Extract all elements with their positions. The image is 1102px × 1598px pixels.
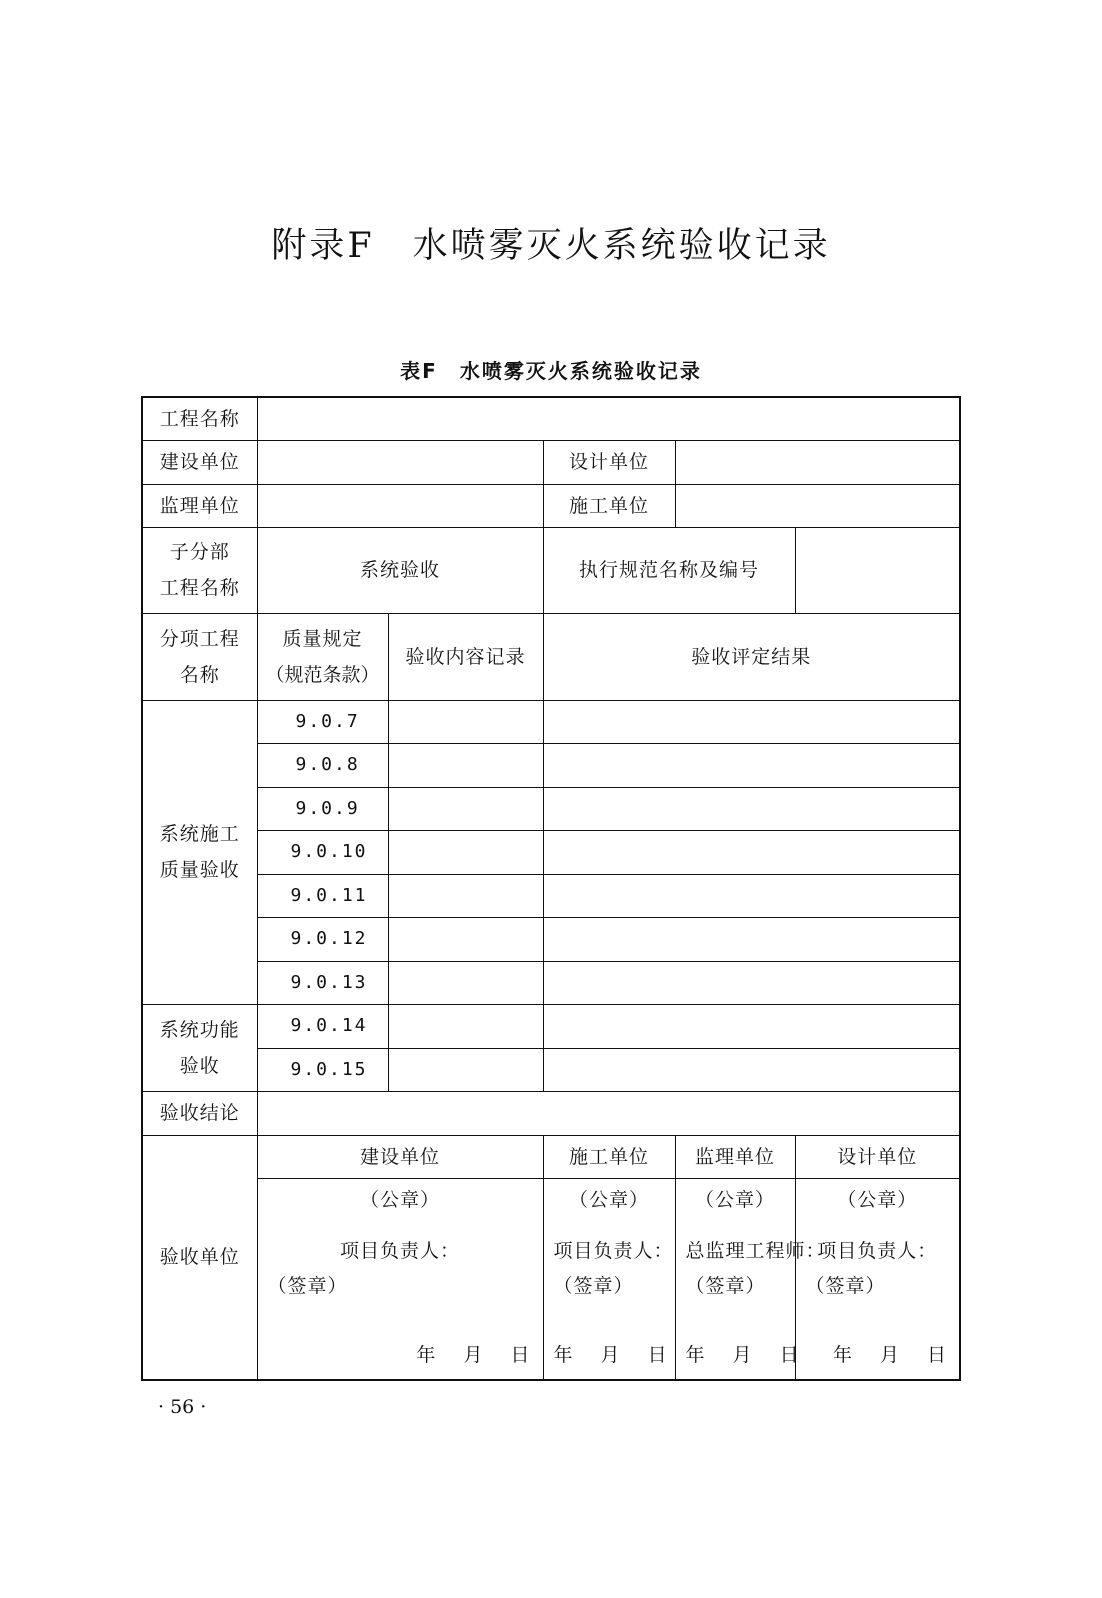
supervision-unit-label: 监理单位: [142, 484, 257, 527]
sub-project-label: [142, 527, 257, 613]
clause-cell: 9.0.13: [257, 961, 388, 1004]
result-cell[interactable]: [543, 787, 960, 830]
acceptance-units-header-row: [142, 1135, 960, 1178]
content-cell[interactable]: [388, 874, 543, 917]
item-name-header-line2: 名称: [179, 663, 220, 686]
signer-unit-builder: 施工单位: [543, 1135, 675, 1178]
signature-label: （签章）: [805, 1274, 886, 1297]
date-label: 年 月 日: [832, 1343, 948, 1366]
conclusion-label: 验收结论: [142, 1091, 257, 1135]
table-row: [142, 917, 960, 961]
supervision-unit-row: [142, 484, 960, 527]
result-cell[interactable]: [543, 743, 960, 787]
clause-cell: 9.0.12: [257, 917, 388, 961]
signer-unit-design: 设计单位: [795, 1135, 960, 1178]
content-cell[interactable]: [388, 917, 543, 961]
signature-label: （签章）: [267, 1274, 348, 1297]
result-cell[interactable]: [543, 961, 960, 1004]
table-row: [142, 1004, 960, 1048]
content-cell[interactable]: [388, 700, 543, 743]
responsible-label: 项目负责人：: [553, 1239, 674, 1262]
group-construction-quality: [142, 700, 257, 1004]
signature-block-design[interactable]: [795, 1178, 960, 1380]
signature-row: [142, 1178, 960, 1380]
content-cell[interactable]: [388, 1004, 543, 1048]
item-name-header-line1: 分项工程: [159, 627, 240, 650]
responsible-label: 项目负责人：: [339, 1239, 460, 1262]
content-cell[interactable]: [388, 787, 543, 830]
acceptance-record-table: [141, 396, 961, 1381]
signer-unit-supervision: 监理单位: [675, 1135, 795, 1178]
result-cell[interactable]: [543, 874, 960, 917]
table-row: [142, 961, 960, 1004]
group-name-line1: 系统施工: [159, 823, 240, 845]
result-header: 验收评定结果: [543, 613, 960, 700]
table-row: [142, 1048, 960, 1091]
clause-cell: 9.0.9: [257, 787, 388, 830]
page-title: 附录F 水喷雾灭火系统验收记录: [271, 226, 831, 266]
construction-unit-label: 建设单位: [142, 440, 257, 484]
date-label: 年 月 日: [553, 1343, 668, 1366]
responsible-label: 总监理工程师：: [685, 1239, 826, 1262]
seal-label: （公章）: [837, 1188, 918, 1211]
supervision-unit-field[interactable]: [257, 484, 543, 527]
construction-unit-row: [142, 440, 960, 484]
result-cell[interactable]: [543, 1004, 960, 1048]
signature-block-construction[interactable]: [257, 1178, 543, 1380]
column-header-row: [142, 613, 960, 700]
table-row: [142, 874, 960, 917]
project-name-label: 工程名称: [142, 397, 257, 440]
conclusion-row: [142, 1091, 960, 1135]
clause-cell: 9.0.7: [257, 700, 388, 743]
construction-unit-field[interactable]: [257, 440, 543, 484]
clause-cell: 9.0.8: [257, 743, 388, 787]
builder-unit-label: 施工单位: [543, 484, 675, 527]
page-number: · 56 ·: [158, 1396, 207, 1418]
standard-label: 执行规范名称及编号: [543, 527, 795, 613]
date-label: 年 月 日: [416, 1343, 531, 1366]
seal-label: （公章）: [694, 1188, 775, 1211]
seal-label: （公章）: [568, 1188, 649, 1211]
sub-project-row: [142, 527, 960, 613]
content-header: 验收内容记录: [388, 613, 543, 700]
group-name-line1: 系统功能: [159, 1018, 240, 1041]
quality-header-line1: 质量规定: [282, 627, 363, 650]
signature-label: （签章）: [553, 1274, 634, 1297]
project-name-row: [142, 397, 960, 440]
responsible-label: 项目负责人：: [817, 1239, 938, 1262]
conclusion-field[interactable]: [257, 1091, 960, 1135]
result-cell[interactable]: [543, 917, 960, 961]
table-row: [142, 743, 960, 787]
quality-header-line2: （规范条款）: [265, 663, 380, 686]
acceptance-units-label: 验收单位: [142, 1135, 257, 1380]
design-unit-label: 设计单位: [543, 440, 675, 484]
table-row: [142, 700, 960, 743]
sub-project-label-line2: 工程名称: [159, 577, 240, 599]
seal-label: （公章）: [359, 1188, 440, 1211]
table-row: [142, 830, 960, 874]
content-cell[interactable]: [388, 830, 543, 874]
group-function-acceptance: [142, 1004, 257, 1091]
signature-block-builder[interactable]: [543, 1178, 675, 1380]
content-cell[interactable]: [388, 1048, 543, 1091]
table-row: [142, 787, 960, 830]
item-name-header: [142, 613, 257, 700]
content-cell[interactable]: [388, 961, 543, 1004]
content-cell[interactable]: [388, 743, 543, 787]
date-label: 年 月 日: [685, 1343, 800, 1366]
sub-project-value: 系统验收: [257, 527, 543, 613]
signature-block-supervision[interactable]: [675, 1178, 826, 1380]
result-cell[interactable]: [543, 700, 960, 743]
design-unit-field[interactable]: [675, 440, 960, 484]
group-name-line2: 验收: [179, 1054, 220, 1077]
clause-cell: 9.0.10: [257, 830, 388, 874]
signature-label: （签章）: [685, 1274, 766, 1297]
group-name-line2: 质量验收: [159, 859, 240, 881]
sub-project-label-line1: 子分部: [169, 541, 230, 563]
clause-cell: 9.0.15: [257, 1048, 388, 1091]
result-cell[interactable]: [543, 1048, 960, 1091]
quality-header: [257, 613, 388, 700]
signer-unit-construction: 建设单位: [257, 1135, 543, 1178]
clause-cell: 9.0.11: [257, 874, 388, 917]
result-cell[interactable]: [543, 830, 960, 874]
project-name-field[interactable]: [257, 397, 960, 440]
standard-field[interactable]: [795, 527, 960, 613]
clause-cell: 9.0.14: [257, 1004, 388, 1048]
builder-unit-field[interactable]: [675, 484, 960, 527]
table-title: 表F 水喷雾灭火系统验收记录: [400, 359, 702, 383]
